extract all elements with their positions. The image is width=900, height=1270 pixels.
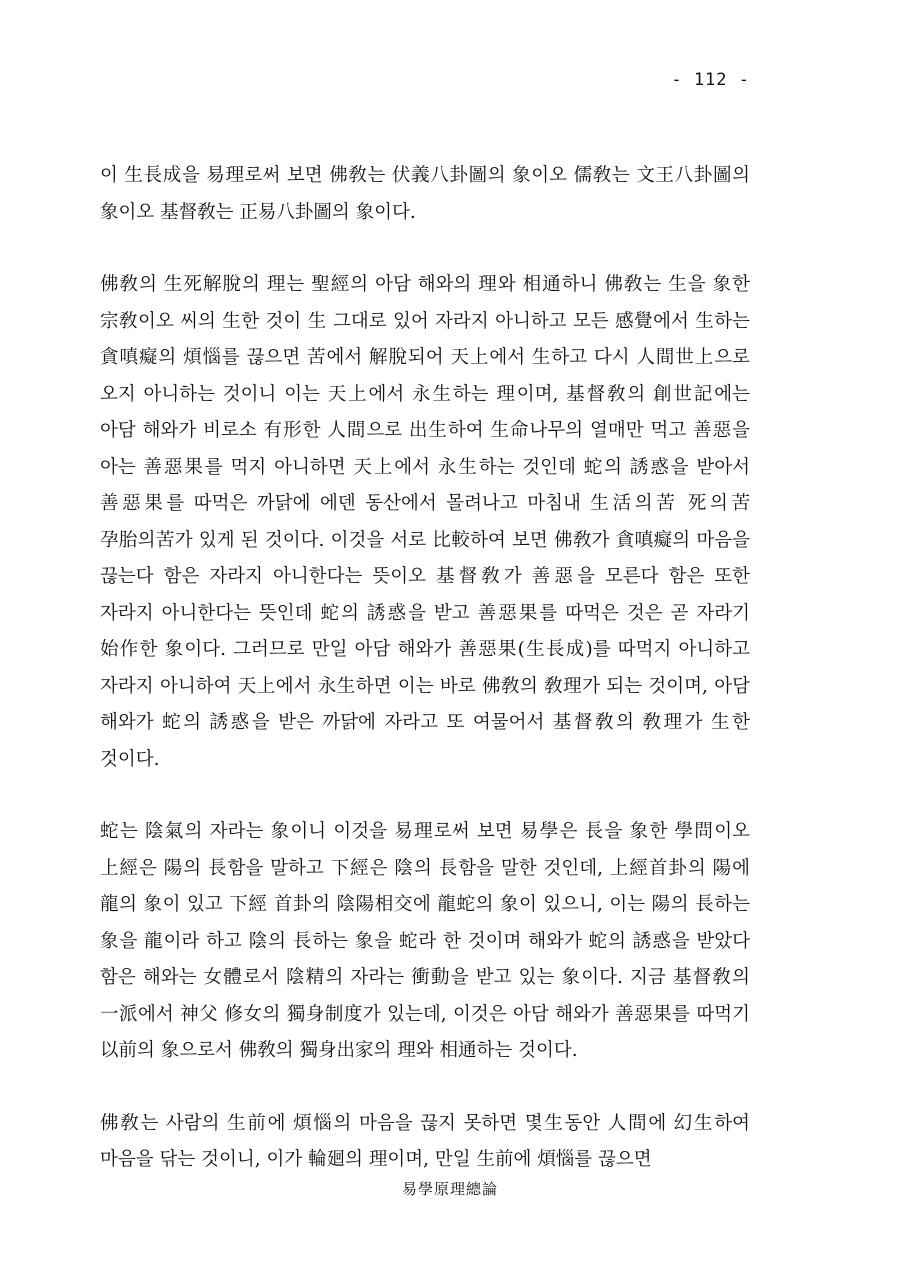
page-number: - 112 - <box>671 70 750 90</box>
paragraph: 蛇는 陰氣의 자라는 象이니 이것을 易理로써 보면 易學은 長을 象한 學問이오 上經은 陽의 長함을 말하고 下經은 陰의 長함을 말한 것인데, 上經首卦의 陽에 龍의 象이 있고 下經 首卦의 陰陽相交에 龍蛇의 象이 있으니, 이는 陽의 長하는 象을 龍이라 하고 陰의 長하는 象을 蛇라 한 것이며 해와가 蛇의 誘惑을 받았다 함은 해와는 女體로서 陰精의 자라는 衝動을 받고 있는 象이다. 지금 基督敎의 一派에서 神父 修女의 獨身制度가 있는데, 이것은 아담 해와가 善惡果를 따먹기 以前의 象으로서 佛敎의 獨身出家의 理와 相通하는 것이다. <box>100 821 750 1061</box>
paragraph: 佛敎의 生死解脫의 理는 聖經의 아담 해와의 理와 相通하니 佛敎는 生을 象한 宗敎이오 씨의 生한 것이 生 그대로 있어 자라지 아니하고 모든 感覺에서 生하는 貪嗔癡의 煩惱를 끊으면 苦에서 解脫되어 天上에서 生하고 다시 人間世上으로 오지 아니하는 것이니 이는 天上에서 永生하는 理이며, 基督敎의 創世記에는 아담 해와가 비로소 有形한 人間으로 出生하여 生命나무의 열매만 먹고 善惡을 아는 善惡果를 먹지 아니하면 天上에서 永生하는 것인데 蛇의 誘惑을 받아서 善惡果를 따먹은 까닭에 에덴 동산에서 몰려나고 마침내 生活의苦 死의苦 孕胎의苦가 있게 된 것이다. 이것을 서로 比較하여 보면 佛敎가 貪嗔癡의 마음을 끊는다 함은 자라지 아니한다는 뜻이오 基督敎가 善惡을 모른다 함은 또한 자라지 아니한다는 뜻인데 蛇의 誘惑을 받고 善惡果를 따먹은 것은 곧 자라기 始作한 象이다. 그러므로 만일 아담 해와가 善惡果(生長成)를 따먹지 아니하고 자라지 아니하여 天上에서 永生하면 이는 바로 佛敎의 敎理가 되는 것이며, 아담 해와가 蛇의 誘惑을 받은 까닭에 자라고 또 여물어서 基督敎의 敎理가 生한 것이다. <box>100 274 750 770</box>
paragraph: 이 生長成을 易理로써 보면 佛敎는 伏義八卦圖의 象이오 儒敎는 文王八卦圖의 象이오 基督敎는 正易八卦圖의 象이다. <box>100 165 750 223</box>
body-text <box>100 158 750 1215</box>
page-footer: 易學原理總論 <box>401 1180 498 1198</box>
paragraph: 佛敎는 사람의 生前에 煩惱의 마음을 끊지 못하면 몇生동안 人間에 幻生하여 마음을 닦는 것이니, 이가 輪廻의 理이며, 만일 生前에 煩惱를 끊으면 <box>100 1112 750 1170</box>
